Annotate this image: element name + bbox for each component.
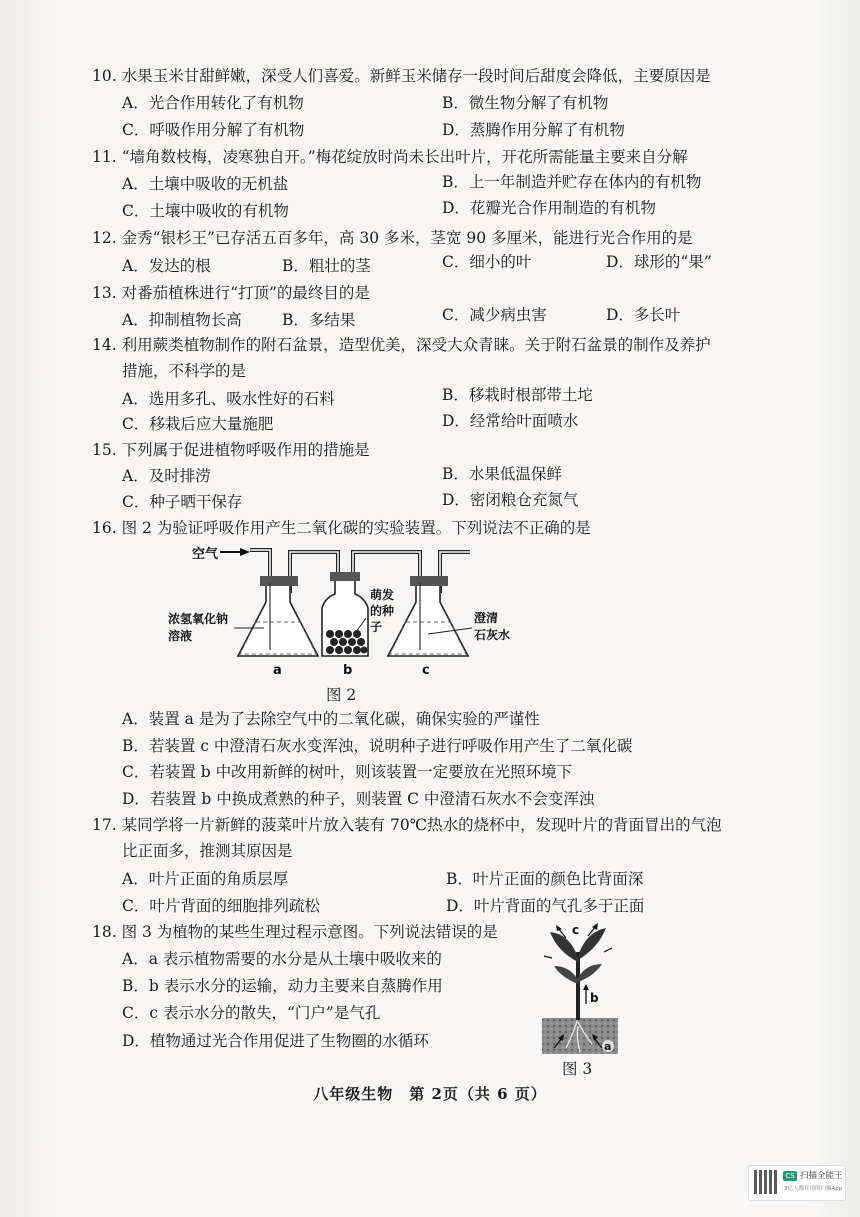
figure-2-apparatus bbox=[160, 538, 530, 678]
question-16-option-a: A．装置 a 是为了去除空气中的二氧化碳，确保实验的严谨性 bbox=[122, 710, 540, 728]
figure-2-label-seed-2: 的种 bbox=[370, 604, 395, 618]
question-14-stem-line2: 措施，不科学的是 bbox=[122, 362, 247, 380]
question-13-stem: 13. 对番茄植株进行“打顶”的最终目的是 bbox=[92, 284, 370, 302]
figure-3-label-b: b bbox=[590, 991, 599, 1005]
question-10-option-c: C．呼吸作用分解了有机物 bbox=[122, 121, 305, 139]
question-13-option-d: D．多长叶 bbox=[606, 306, 681, 324]
question-17-option-b: B．叶片正面的颜色比背面深 bbox=[446, 870, 644, 888]
question-14-option-d: D．经常给叶面喷水 bbox=[442, 412, 579, 430]
question-10-option-a: A．光合作用转化了有机物 bbox=[122, 94, 304, 112]
question-16-stem: 16. 图 2 为验证呼吸作用产生二氧化碳的实验装置。下列说法不正确的是 bbox=[92, 519, 591, 537]
page-footer: 八年级生物 第 2页（共 6 页） bbox=[313, 1085, 547, 1103]
figure-3-plant-diagram bbox=[540, 922, 620, 1057]
question-15-option-a: A．及时排涝 bbox=[122, 467, 211, 485]
question-11-stem: 11. “墙角数枝梅，凌寒独自开。”梅花绽放时尚未长出叶片，开花所需能量主要来自分解 bbox=[92, 148, 688, 166]
question-10-stem: 10. 水果玉米甘甜鲜嫩，深受人们喜爱。新鲜玉米储存一段时间后甜度会降低，主要原因是 bbox=[92, 67, 711, 85]
question-16-option-b: B．若装置 c 中澄清石灰水变浑浊，说明种子进行呼吸作用产生了二氧化碳 bbox=[122, 737, 633, 755]
figure-2-label-lime-2: 石灰水 bbox=[474, 628, 511, 642]
question-14-stem: 14. 利用蕨类植物制作的附石盆景，造型优美，深受大众青睐。关于附石盆景的制作及养护 bbox=[92, 336, 711, 354]
question-13-option-c: C．减少病虫害 bbox=[442, 306, 547, 324]
question-15-option-d: D．密闭粮仓充氮气 bbox=[442, 491, 579, 509]
question-16-option-c: C．若装置 b 中改用新鲜的树叶，则该装置一定要放在光照环境下 bbox=[122, 763, 573, 781]
question-17-option-c: C．叶片背面的细胞排列疏松 bbox=[122, 897, 320, 915]
question-17-option-d: D．叶片背面的气孔多于正面 bbox=[446, 897, 645, 915]
question-11-option-c: C．土壤中吸收的有机物 bbox=[122, 202, 289, 220]
figure-2-caption: 图 2 bbox=[326, 686, 357, 704]
question-18-option-b: B．b 表示水分的运输，动力主要来自蒸腾作用 bbox=[122, 977, 443, 995]
question-11-option-d: D．花瓣光合作用制造的有机物 bbox=[442, 199, 656, 217]
question-14-option-a: A．选用多孔、吸水性好的石料 bbox=[122, 390, 335, 408]
question-15-stem: 15. 下列属于促进植物呼吸作用的措施是 bbox=[92, 441, 370, 459]
question-17-stem-line2: 比正面多，推测其原因是 bbox=[122, 842, 293, 860]
question-14-option-b: B．移栽时根部带土坨 bbox=[442, 386, 593, 404]
question-18-option-c: C．c 表示水分的散失，“门户”是气孔 bbox=[122, 1004, 381, 1022]
question-11-option-b: B．上一年制造并贮存在体内的有机物 bbox=[442, 173, 702, 191]
figure-3-label-a: a bbox=[604, 1040, 612, 1053]
figure-2-label-b: b bbox=[343, 663, 353, 678]
question-13-option-b: B．多结果 bbox=[282, 311, 356, 329]
question-17-option-a: A．叶片正面的角质层厚 bbox=[122, 870, 289, 888]
question-18-option-d: D．植物通过光合作用促进了生物圈的水循环 bbox=[122, 1032, 429, 1050]
question-12-option-d: D．球形的“果” bbox=[606, 253, 712, 271]
scanner-subtitle: 3亿人都在用的扫描App bbox=[784, 1186, 843, 1192]
figure-2-label-air: 空气 bbox=[192, 547, 219, 562]
question-12-option-c: C．细小的叶 bbox=[442, 253, 532, 271]
question-15-option-c: C．种子晒干保存 bbox=[122, 493, 243, 511]
question-16-option-d: D．若装置 b 中换成煮熟的种子，则装置 C 中澄清石灰水不会变浑浊 bbox=[122, 790, 595, 808]
question-18-stem: 18. 图 3 为植物的某些生理过程示意图。下列说法错误的是 bbox=[92, 923, 498, 941]
question-10-option-d: D．蒸腾作用分解了有机物 bbox=[442, 121, 625, 139]
scanner-logo: CS bbox=[783, 1171, 797, 1181]
scanner-title: 扫描全能王 bbox=[800, 1171, 843, 1181]
figure-2-label-c: c bbox=[422, 663, 430, 678]
question-13-option-a: A．抑制植物长高 bbox=[122, 311, 242, 329]
question-12-option-a: A．发达的根 bbox=[122, 257, 211, 275]
figure-2-label-seed-1: 萌发 bbox=[370, 588, 395, 602]
question-12-option-b: B．粗壮的茎 bbox=[282, 257, 371, 275]
scanner-watermark-badge bbox=[748, 1165, 846, 1201]
question-14-option-c: C．移栽后应大量施肥 bbox=[122, 415, 274, 433]
qr-code-icon bbox=[754, 1170, 778, 1194]
question-18-option-a: A．a 表示植物需要的水分是从土壤中吸收来的 bbox=[122, 950, 442, 968]
figure-2-label-lime-1: 澄清 bbox=[474, 611, 499, 625]
figure-2-label-naoh-1: 浓氢氧化钠 bbox=[168, 612, 229, 626]
figure-2-label-seed-3: 子 bbox=[370, 620, 383, 634]
figure-3-caption: 图 3 bbox=[562, 1060, 593, 1078]
question-12-stem: 12. 金秀“银杉王”已存活五百多年，高 30 多米，茎宽 90 多厘米，能进行光合作用的是 bbox=[92, 229, 693, 247]
question-15-option-b: B．水果低温保鲜 bbox=[442, 465, 562, 483]
question-17-stem: 17. 某同学将一片新鲜的菠菜叶片放入装有 70℃热水的烧杯中，发现叶片的背面冒出的气泡 bbox=[92, 816, 722, 834]
figure-2-label-a: a bbox=[273, 663, 282, 678]
figure-2-label-naoh-2: 溶液 bbox=[168, 629, 193, 643]
figure-3-label-c: c bbox=[572, 923, 580, 937]
question-11-option-a: A．土壤中吸收的无机盐 bbox=[122, 175, 289, 193]
question-10-option-b: B．微生物分解了有机物 bbox=[442, 94, 609, 112]
